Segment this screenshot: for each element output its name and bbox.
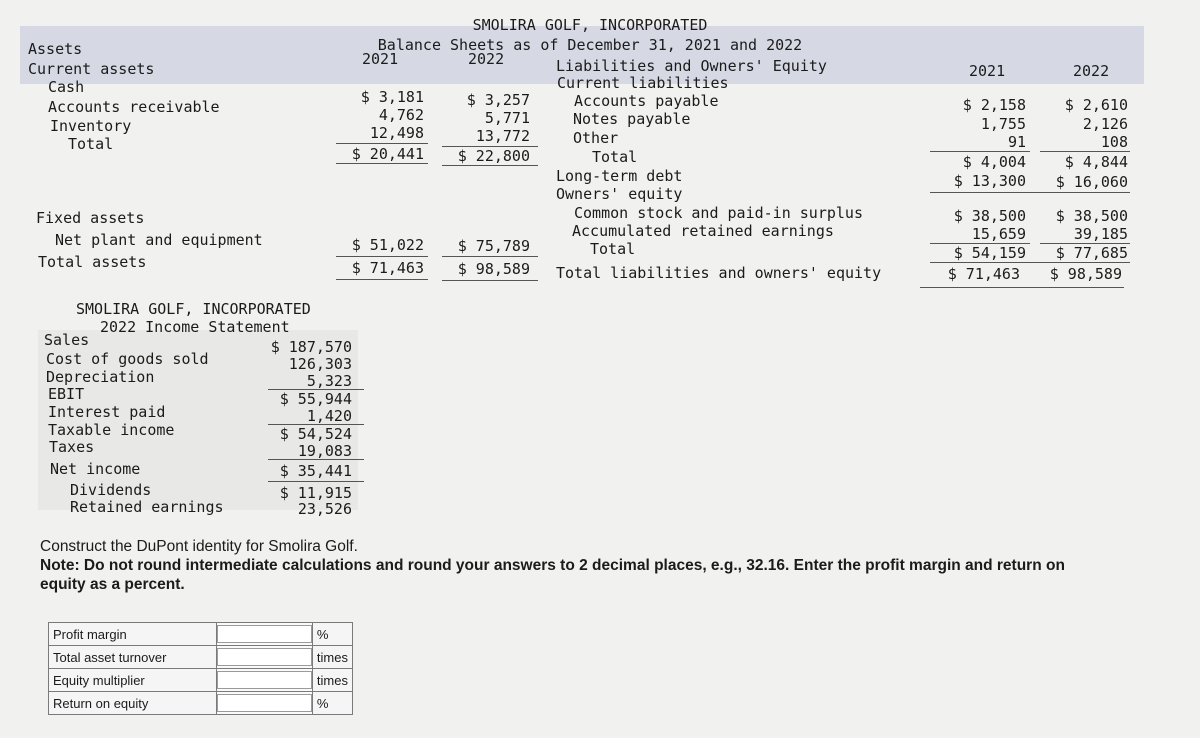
equity-multiplier-input[interactable] bbox=[217, 671, 312, 689]
np-2022: 2,126 bbox=[1082, 115, 1128, 133]
sales-label: Sales bbox=[44, 331, 90, 349]
current-assets-total-2021: $ 20,441 bbox=[351, 145, 424, 163]
net-plant-label: Net plant and equipment bbox=[55, 231, 263, 249]
bs-company-name: SMOLIRA GOLF, INCORPORATED bbox=[472, 16, 708, 34]
dividends-value: $ 11,915 bbox=[279, 484, 352, 502]
ebit-value: $ 55,944 bbox=[279, 390, 352, 408]
interest-paid-value: 1,420 bbox=[306, 407, 352, 425]
common-stock-2021: $ 38,500 bbox=[953, 207, 1026, 225]
dividends-label: Dividends bbox=[70, 481, 152, 499]
answer-unit: times bbox=[312, 669, 352, 692]
answer-label: Total asset turnover bbox=[49, 646, 217, 669]
fixed-assets-header: Fixed assets bbox=[36, 209, 145, 227]
rule-cl-2022 bbox=[1040, 151, 1130, 152]
cash-2021: $ 3,181 bbox=[360, 88, 424, 106]
inventory-2022: 13,772 bbox=[475, 127, 530, 145]
answer-row-equity-multiplier bbox=[49, 669, 353, 692]
other-2022: 108 bbox=[1100, 133, 1128, 151]
profit-margin-input[interactable] bbox=[217, 625, 312, 643]
net-income-value: $ 35,441 bbox=[279, 462, 352, 480]
cash-label: Cash bbox=[48, 78, 85, 96]
is-company-name: SMOLIRA GOLF, INCORPORATED bbox=[76, 300, 311, 318]
retained-2021: 15,659 bbox=[971, 225, 1026, 243]
total-liab-equity-label: Total liabilities and owners' equity bbox=[556, 264, 882, 282]
owners-equity-header: Owners' equity bbox=[556, 185, 683, 203]
rule-ta-2022 bbox=[442, 280, 538, 281]
ebit-label: EBIT bbox=[48, 385, 85, 403]
retained-2022: 39,185 bbox=[1073, 225, 1128, 243]
retained-earnings-is-label: Retained earnings bbox=[70, 498, 224, 516]
equity-total-2021: $ 54,159 bbox=[953, 244, 1026, 262]
bs-year-2022-right: 2022 bbox=[1073, 62, 1110, 80]
net-plant-2022: $ 75,789 bbox=[457, 237, 530, 255]
rule-net-income bbox=[268, 481, 364, 482]
ltd-2022: $ 16,060 bbox=[1055, 173, 1128, 191]
current-liabilities-header: Current liabilities bbox=[557, 74, 729, 92]
taxes-label: Taxes bbox=[49, 438, 95, 456]
bs-subtitle: Balance Sheets as of December 31, 2021 and 2022 bbox=[377, 36, 803, 54]
rule-ca-2021 bbox=[336, 143, 428, 144]
accounts-payable-label: Accounts payable bbox=[574, 92, 719, 110]
current-assets-total-2022: $ 22,800 bbox=[457, 147, 530, 165]
answer-row-return-on-equity bbox=[49, 692, 353, 715]
taxes-value: 19,083 bbox=[297, 442, 352, 460]
depreciation-value: 5,323 bbox=[306, 372, 352, 390]
common-stock-label: Common stock and paid-in surplus bbox=[574, 204, 863, 222]
answer-cell bbox=[216, 669, 312, 692]
inventory-2021: 12,498 bbox=[369, 124, 424, 142]
total-assets-2022: $ 98,589 bbox=[457, 260, 530, 278]
rule-eq-total bbox=[930, 262, 1130, 263]
question-text: Construct the DuPont identity for Smolira Golf. bbox=[40, 538, 358, 555]
rule-fa-2021 bbox=[336, 256, 428, 257]
answer-unit: % bbox=[312, 692, 352, 715]
rule-ca-total-2021 bbox=[336, 163, 428, 164]
answer-row-profit-margin bbox=[49, 623, 353, 646]
ltd-2021: $ 13,300 bbox=[953, 172, 1026, 190]
rule-ltd bbox=[930, 192, 1130, 193]
net-income-label: Net income bbox=[50, 460, 141, 478]
ap-2021: $ 2,158 bbox=[962, 96, 1026, 114]
answer-label: Return on equity bbox=[49, 692, 217, 715]
rule-ca-total-2022 bbox=[442, 165, 538, 166]
answer-unit: times bbox=[312, 646, 352, 669]
bs-year-2021-left: 2021 bbox=[362, 50, 399, 68]
total-liab-equity-2021: $ 71,463 bbox=[947, 265, 1020, 283]
is-title: 2022 Income Statement bbox=[100, 318, 290, 336]
liabilities-header: Liabilities and Owners' Equity bbox=[556, 57, 827, 75]
inventory-label: Inventory bbox=[50, 117, 132, 135]
total-assets-label: Total assets bbox=[38, 253, 147, 271]
rule-taxes bbox=[268, 459, 364, 460]
rule-tle bbox=[920, 287, 1124, 288]
taxable-income-value: $ 54,524 bbox=[279, 425, 352, 443]
bs-year-2022-left: 2022 bbox=[468, 50, 505, 68]
assets-header: Assets bbox=[28, 40, 83, 58]
cogs-label: Cost of goods sold bbox=[46, 350, 209, 368]
np-2021: 1,755 bbox=[980, 115, 1026, 133]
rule-cl-2021 bbox=[930, 151, 1030, 152]
cash-2022: $ 3,257 bbox=[466, 91, 530, 109]
total-asset-turnover-input[interactable] bbox=[217, 648, 312, 666]
answer-label: Profit margin bbox=[49, 623, 217, 646]
common-stock-2022: $ 38,500 bbox=[1055, 207, 1128, 225]
current-liabilities-total-2022: $ 4,844 bbox=[1064, 153, 1128, 171]
rule-ta-2021 bbox=[336, 279, 428, 280]
equity-total-label: Total bbox=[590, 240, 636, 258]
sales-value: $ 187,570 bbox=[270, 338, 352, 356]
answer-unit: % bbox=[312, 623, 352, 646]
answer-cell bbox=[216, 646, 312, 669]
other-label: Other bbox=[573, 129, 619, 147]
dupont-answer-table bbox=[48, 622, 353, 715]
bs-year-2021-right: 2021 bbox=[969, 62, 1006, 80]
current-liabilities-total-2021: $ 4,004 bbox=[962, 153, 1026, 171]
current-assets-total-label: Total bbox=[68, 135, 114, 153]
answer-cell bbox=[216, 623, 312, 646]
notes-payable-label: Notes payable bbox=[573, 110, 691, 128]
question-note: Note: Do not round intermediate calculations and round your answers to 2 decimal places, e.g., 32.16. Enter the profit margin and return on equity as a percent. bbox=[40, 557, 1065, 593]
depreciation-label: Depreciation bbox=[46, 368, 155, 386]
net-plant-2021: $ 51,022 bbox=[351, 236, 424, 254]
ap-2022: $ 2,610 bbox=[1064, 96, 1128, 114]
answer-cell bbox=[216, 692, 312, 715]
total-liab-equity-2022: $ 98,589 bbox=[1049, 265, 1122, 283]
return-on-equity-input[interactable] bbox=[217, 694, 312, 712]
accounts-receivable-label: Accounts receivable bbox=[48, 98, 220, 116]
taxable-income-label: Taxable income bbox=[48, 421, 175, 439]
other-2021: 91 bbox=[1007, 133, 1026, 151]
current-liabilities-total-label: Total bbox=[592, 148, 638, 166]
rule-fa-2022 bbox=[442, 256, 538, 257]
equity-total-2022: $ 77,685 bbox=[1055, 244, 1128, 262]
ar-2022: 5,771 bbox=[484, 109, 530, 127]
answer-label: Equity multiplier bbox=[49, 669, 217, 692]
cogs-value: 126,303 bbox=[288, 355, 352, 373]
retained-earnings-is-value: 23,526 bbox=[297, 500, 352, 518]
long-term-debt-label: Long-term debt bbox=[556, 167, 683, 185]
interest-paid-label: Interest paid bbox=[48, 403, 166, 421]
current-assets-header: Current assets bbox=[28, 60, 155, 78]
retained-earnings-label: Accumulated retained earnings bbox=[572, 222, 834, 240]
answer-row-total-asset-turnover bbox=[49, 646, 353, 669]
ar-2021: 4,762 bbox=[378, 106, 424, 124]
total-assets-2021: $ 71,463 bbox=[351, 259, 424, 277]
